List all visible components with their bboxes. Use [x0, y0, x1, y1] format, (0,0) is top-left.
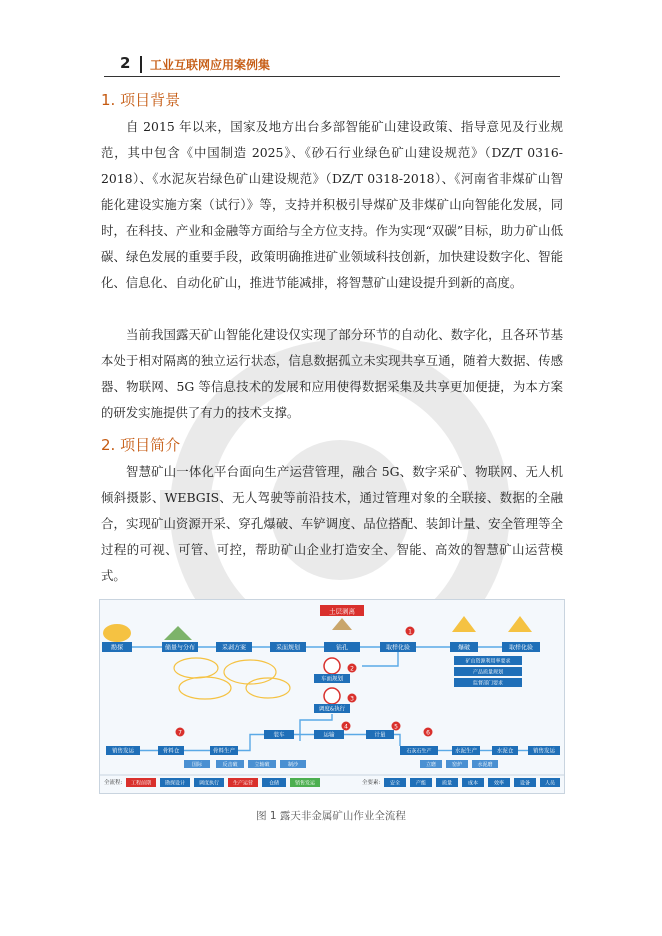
svg-text:水泥生产: 水泥生产	[454, 748, 478, 755]
svg-text:反击破: 反击破	[222, 762, 238, 768]
top-label: 土层剥离	[329, 607, 355, 616]
svg-text:安全: 安全	[389, 780, 401, 787]
svg-text:骨料仓: 骨料仓	[162, 748, 180, 755]
dispatch-icon	[324, 688, 340, 704]
svg-text:勘探: 勘探	[110, 644, 124, 652]
svg-text:水泥磨: 水泥磨	[477, 762, 493, 768]
svg-text:国际: 国际	[191, 762, 203, 768]
paragraph-background-1: 自 2015 年以来，国家及地方出台多部智能矿山建设政策、指导意见及行业规范，其中包含《中国制造 2025》、《砂石行业绿色矿山建设规范》（DZ/T 0316-2018）、《水泥灰岩绿色矿山建设规范》（DZ/T 0318-2018）、《河南省非煤矿山智能化建设实施方案（试行）》等，支持并积极引导煤矿及非煤矿山向智能化发展，同时，在科技、产业和金融等方面给与全方位支持。作为实现“双碳”目标，助力矿山低碳、绿色发展的重要手段，政策明确推进矿业领域科技创新，加快建设数字化、智能化、信息化、自动化矿山，推进节能减排，将智慧矿山建设提升到新的高度。	[101, 119, 563, 290]
svg-text:钻孔: 钻孔	[335, 644, 349, 652]
svg-text:调度执行: 调度执行	[198, 780, 220, 787]
svg-text:效率: 效率	[493, 780, 505, 787]
page-number: 2	[120, 54, 131, 72]
process-flow-figure	[99, 599, 565, 794]
header-divider	[140, 56, 142, 73]
mid-label-1: 车面规划	[320, 676, 344, 683]
section-heading-background: 1. 项目背景	[101, 91, 181, 109]
svg-text:石灰石生产: 石灰石生产	[406, 748, 432, 755]
legend-elements	[362, 778, 560, 787]
page-header	[104, 54, 560, 77]
svg-text:产品质量规划: 产品质量规划	[472, 669, 504, 676]
svg-text:工程前期: 工程前期	[130, 780, 152, 787]
ore-piles-row1	[103, 616, 532, 642]
book-title: 工业互联网应用案例集	[150, 58, 271, 72]
svg-text:窑炉: 窑炉	[451, 762, 463, 768]
svg-text:矿山资源利用率要求: 矿山资源利用率要求	[465, 658, 511, 665]
planning-icon	[324, 658, 340, 674]
svg-text:5: 5	[394, 723, 398, 731]
svg-text:人员: 人员	[544, 780, 556, 787]
svg-text:销售发运: 销售发运	[294, 780, 316, 787]
svg-text:取样化验: 取样化验	[385, 644, 411, 652]
svg-text:骨料生产: 骨料生产	[212, 748, 236, 755]
figure-caption: 图 1 露天非金属矿山作业全流程	[256, 810, 406, 822]
svg-text:勘探设计: 勘探设计	[164, 780, 186, 787]
svg-text:4: 4	[344, 723, 348, 731]
svg-text:7: 7	[178, 729, 182, 737]
row1-flow	[102, 642, 540, 652]
svg-text:产能: 产能	[415, 780, 427, 787]
svg-text:爆破: 爆破	[457, 644, 471, 652]
svg-text:储量与分布: 储量与分布	[164, 644, 196, 652]
svg-text:生产运营: 生产运营	[232, 780, 254, 787]
svg-text:立磨: 立磨	[425, 762, 437, 768]
svg-text:3: 3	[350, 695, 354, 703]
svg-text:仓储: 仓储	[268, 780, 280, 787]
svg-text:制沙: 制沙	[287, 762, 299, 768]
svg-text:水泥仓: 水泥仓	[496, 748, 514, 755]
svg-text:设备: 设备	[519, 780, 531, 787]
svg-text:6: 6	[426, 729, 430, 737]
svg-text:销售发运: 销售发运	[532, 748, 556, 755]
section-heading-intro: 2. 项目简介	[101, 436, 181, 454]
svg-text:销售发运: 销售发运	[111, 748, 135, 755]
svg-text:装车: 装车	[273, 732, 285, 739]
process-flow-diagram	[100, 600, 564, 793]
mid-label-2: 调度&执行	[318, 706, 346, 713]
paragraph-intro: 智慧矿山一体化平台面向生产运营管理，融合 5G、数字采矿、物联网、无人机倾斜摄影、WEBGIS、无人驾驶等前沿技术，通过管理对象的全联接、数据的全融合，实现矿山资源开采、穿孔爆破、车铲调度、品位搭配、装卸计量、安全管理等全过程的可视、可管、可控，帮助矿山企业打造安全、智能、高效的智慧矿山运营模式。	[101, 464, 563, 583]
svg-text:全要素:: 全要素:	[362, 780, 381, 786]
svg-text:1: 1	[408, 628, 412, 636]
svg-text:2: 2	[350, 665, 354, 673]
svg-text:质量: 质量	[441, 780, 453, 787]
row2-flow	[106, 730, 560, 755]
svg-text:全流程:: 全流程:	[104, 780, 123, 786]
svg-text:立轴破: 立轴破	[254, 762, 270, 768]
row2-sub-boxes	[184, 760, 498, 768]
svg-text:采面规划: 采面规划	[275, 644, 301, 652]
svg-text:取样化验: 取样化验	[508, 644, 534, 652]
svg-text:监督部门要求: 监督部门要求	[472, 680, 504, 687]
ore-cluster	[174, 658, 290, 699]
svg-text:采剥方案: 采剥方案	[221, 644, 247, 652]
svg-text:运输: 运输	[323, 732, 335, 739]
paragraph-background-2: 当前我国露天矿山智能化建设仅实现了部分环节的自动化、数字化，且各环节基本处于相对隔离的独立运行状态，信息数据孤立未实现共享互通，随着大数据、传感器、物联网、5G 等信息技术的发展和应用使得数据采集及共享更加便捷，为本方案的研发实施提供了有力的技术支撑。	[101, 327, 563, 420]
legend-process	[104, 778, 320, 787]
requirement-boxes	[454, 656, 522, 687]
svg-text:计量: 计量	[374, 732, 386, 739]
svg-text:成本: 成本	[467, 780, 479, 787]
